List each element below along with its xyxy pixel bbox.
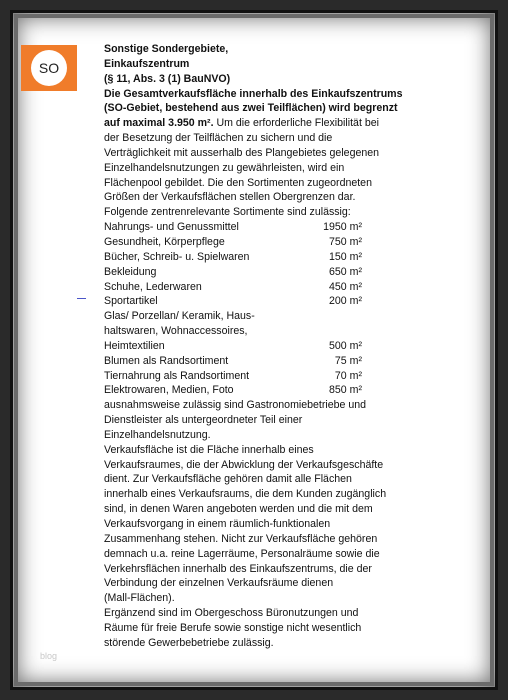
watermark: blog — [40, 651, 58, 661]
closing-line: störende Gewerbebetriebe zulässig. — [104, 636, 274, 649]
sortiment-item: Nahrungs- und Genussmittel — [104, 221, 239, 234]
sortiment-row — [104, 294, 404, 309]
sortiment-item: Elektrowaren, Medien, Foto — [104, 384, 234, 397]
sortiment-item: Blumen als Randsortiment — [104, 354, 229, 367]
sortiment-item: haltswaren, Wohnaccessoires, — [104, 325, 248, 338]
gastro-line: Einzelhandelsnutzung. — [104, 428, 211, 441]
intro-line: Verträglichkeit mit ausserhalb des Plangebietes gelegenen — [104, 146, 380, 159]
definition-line: (Mall-Flächen). — [104, 592, 175, 605]
sortiment-item: Gesundheit, Körperpflege — [104, 235, 225, 248]
sortiment-row — [104, 339, 404, 354]
heading-line-1: Sonstige Sondergebiete, — [104, 43, 229, 55]
sortiment-item: Glas/ Porzellan/ Keramik, Haus- — [104, 310, 255, 323]
sortiment-value: 70 m² — [334, 369, 362, 382]
sortiment-value: 650 m² — [329, 265, 362, 278]
closing-line: Ergänzend sind im Obergeschoss Büronutzungen und — [104, 607, 359, 620]
sortiment-value — [314, 309, 362, 324]
definition-line: Verkaufsraumes, die der Abwicklung der Verkaufsgeschäfte — [104, 458, 384, 471]
sortiment-row — [104, 369, 404, 384]
sortiment-item: Bücher, Schreib- u. Spielwaren — [104, 250, 250, 263]
intro-mixed-line — [104, 116, 404, 131]
sortiment-row — [104, 280, 404, 295]
zone-badge-circle — [31, 50, 67, 86]
intro-line: Einzelhandelsnutzungen zu gewährleisten, wird ein — [104, 161, 345, 174]
sortiment-value: 750 m² — [329, 235, 362, 248]
intro-line: der Besetzung der Teilflächen zu sichern und die — [104, 132, 333, 145]
sortiment-row — [104, 220, 404, 235]
definition-line: Verkaufsvorgang in einem räumlich-funktionalen — [104, 518, 331, 530]
gastro-line: ausnahmsweise zulässig sind Gastronomiebetriebe und — [104, 399, 367, 412]
margin-mark — [77, 298, 86, 299]
intro-line: Folgende zentrenrelevante Sortimente sind zulässig: — [104, 206, 351, 219]
document-body — [104, 42, 404, 651]
sortiment-row — [104, 309, 404, 324]
sortiment-item: Schuhe, Lederwaren — [104, 280, 202, 293]
heading-line-2: Einkaufszentrum — [104, 57, 190, 70]
intro-bold-line: Die Gesamtverkaufsfläche innerhalb des Einkaufszentrums — [104, 87, 403, 100]
sortiment-list — [104, 220, 404, 398]
intro-suffix: Um die erforderliche Flexibilität bei — [213, 117, 379, 130]
sortiment-row — [104, 235, 404, 250]
zone-badge-label: SO — [38, 60, 60, 76]
closing-line: Räume für freie Berufe sowie sonstige nicht wesentlich — [104, 621, 362, 634]
sortiment-row — [104, 250, 404, 265]
definition-line: sind, in denen Waren angeboten werden und die mit dem — [104, 503, 373, 516]
intro-bold-line: (SO-Gebiet, bestehend aus zwei Teilflächen) wird begrenzt — [104, 102, 398, 115]
sortiment-row — [104, 354, 404, 369]
sortiment-value — [314, 324, 362, 339]
gastro-line: Dienstleister als untergeordneter Teil einer — [104, 414, 303, 427]
sortiment-value: 75 m² — [334, 354, 362, 367]
sortiment-item: Heimtextilien — [104, 339, 165, 352]
sortiment-item: Tiernahrung als Randsortiment — [104, 369, 250, 382]
definition-line: Verbindung der einzelnen Verkaufsräume dienen — [104, 577, 334, 590]
definition-line: Verkehrsflächen innerhalb des Einkaufszentrums, die der — [104, 562, 372, 575]
intro-line: Flächenpool gebildet. Die den Sortimenten zugeordneten — [104, 176, 372, 189]
sortiment-row — [104, 324, 404, 339]
sortiment-row — [104, 265, 404, 280]
definition-line: innerhalb eines Verkaufsraums, die dem Kunden zugänglich — [104, 488, 387, 501]
definition-line: Verkaufsfläche ist die Fläche innerhalb eines — [104, 443, 314, 456]
sortiment-value: 1950 m² — [323, 221, 362, 234]
definition-line: demnach u.a. reine Lagerräume, Personalräume sowie die — [104, 547, 380, 560]
heading-line-3: (§ 11, Abs. 3 (1) BauNVO) — [104, 72, 231, 85]
sortiment-value: 450 m² — [329, 280, 362, 293]
sortiment-value: 150 m² — [329, 250, 362, 263]
sortiment-value: 850 m² — [329, 384, 362, 397]
definition-line: Zusammenhang stehen. Nicht zur Verkaufsfläche gehören — [104, 532, 378, 545]
definition-line: dient. Zur Verkaufsfläche gehören damit alle Flächen — [104, 473, 352, 486]
sortiment-value: 500 m² — [329, 339, 362, 352]
sortiment-row — [104, 383, 404, 398]
sortiment-value: 200 m² — [329, 295, 362, 308]
intro-bold-prefix: auf maximal 3.950 m². — [104, 117, 214, 130]
sortiment-item: Bekleidung — [104, 265, 157, 278]
zone-badge — [21, 45, 77, 91]
intro-line: Größen der Verkaufsflächen stellen Obergrenzen dar. — [104, 191, 356, 204]
sortiment-item: Sportartikel — [104, 295, 158, 308]
